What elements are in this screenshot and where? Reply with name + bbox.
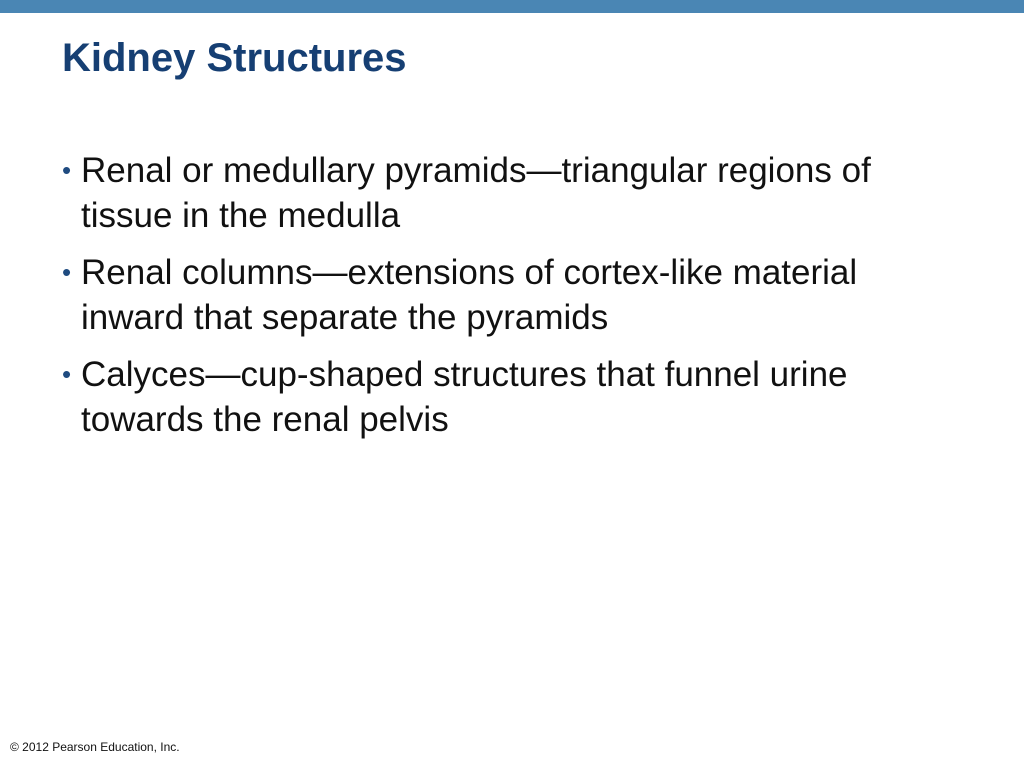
top-accent-bar [0,0,1024,13]
bullet-icon: • [62,359,72,389]
bullet-text: Renal columns—extensions of cortex-like material inward that separate the pyramids [81,253,858,337]
slide-title: Kidney Structures [62,36,407,80]
bullet-icon: • [62,257,72,287]
bullet-item [62,250,962,340]
bullet-text: Calyces—cup-shaped structures that funnel urine towards the renal pelvis [81,355,848,439]
copyright-notice: © 2012 Pearson Education, Inc. [10,740,180,754]
bullet-icon: • [62,155,72,185]
bullet-text: Renal or medullary pyramids—triangular regions of tissue in the medulla [81,151,871,235]
bullet-item [62,148,962,238]
bullet-list [62,148,962,454]
bullet-item [62,352,962,442]
